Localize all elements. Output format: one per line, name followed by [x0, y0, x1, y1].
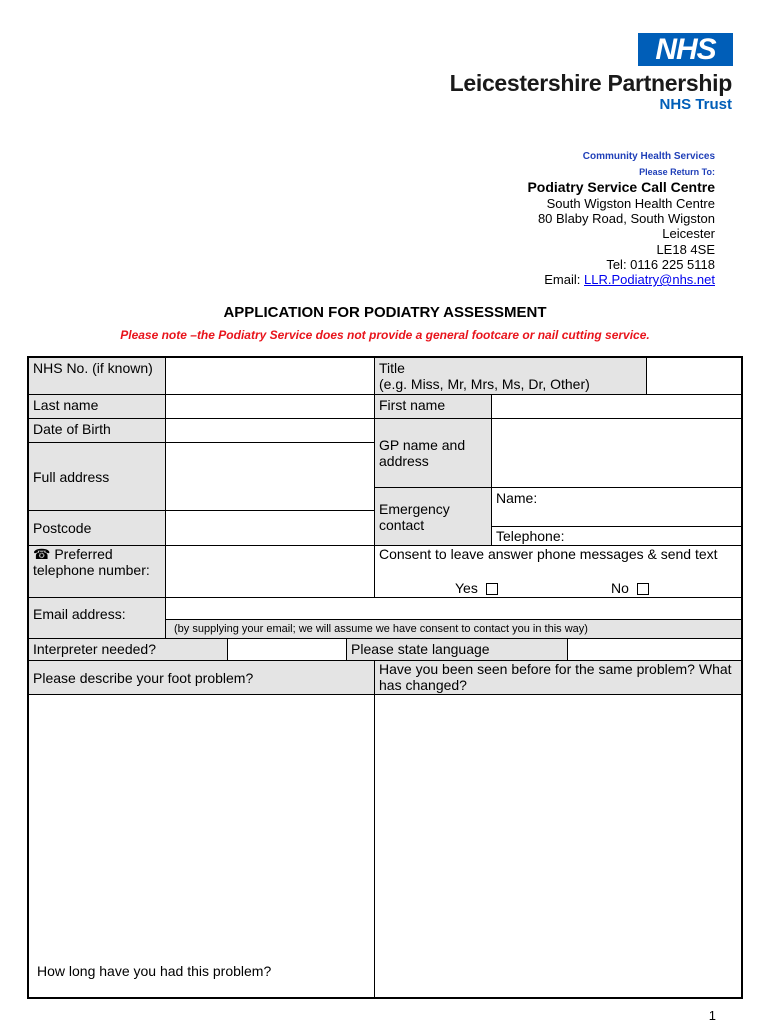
nhs-no-label: NHS No. (if known)	[28, 357, 166, 395]
emergency-name-label: Name:	[496, 490, 538, 506]
how-long-label: How long have you had this problem?	[37, 963, 272, 979]
last-name-field[interactable]	[165, 394, 375, 419]
email-label: Email:	[544, 272, 581, 287]
gp-field[interactable]	[491, 418, 742, 488]
nhs-no-field[interactable]	[165, 357, 375, 395]
email-link[interactable]: LLR.Podiatry@nhs.net	[584, 272, 715, 287]
postcode-label: Postcode	[28, 510, 166, 546]
consent-cell	[374, 545, 742, 598]
foot-problem-field[interactable]	[28, 694, 375, 998]
org-name: Leicestershire Partnership	[449, 70, 732, 96]
interpreter-field[interactable]	[227, 638, 347, 661]
consent-no-label: No	[611, 580, 629, 596]
email-note: (by supplying your email; we will assume we have consent to contact you in this way)	[165, 619, 742, 639]
consent-yes-checkbox[interactable]	[486, 583, 498, 595]
emergency-telephone-label: Telephone:	[496, 528, 565, 544]
seen-before-label: Have you been seen before for the same problem? What has changed?	[374, 660, 742, 695]
nhs-logo: NHS	[638, 33, 733, 66]
consent-no[interactable]	[611, 580, 649, 596]
title-hint: (e.g. Miss, Mr, Mrs, Ms, Dr, Other)	[379, 376, 590, 392]
consent-yes-label: Yes	[455, 580, 478, 596]
language-label: Please state language	[346, 638, 568, 661]
consent-no-checkbox[interactable]	[637, 583, 649, 595]
dob-label: Date of Birth	[28, 418, 166, 443]
interpreter-label: Interpreter needed?	[28, 638, 228, 661]
title-field[interactable]	[646, 357, 742, 395]
preferred-phone-label-cell	[28, 545, 166, 598]
email-label-cell: Email address:	[28, 597, 166, 639]
emergency-contact-label: Emergency contact	[374, 487, 492, 546]
language-field[interactable]	[567, 638, 742, 661]
consent-label: Consent to leave answer phone messages & send text	[379, 546, 718, 562]
address-line2: 80 Blaby Road, South Wigston	[537, 211, 715, 226]
consent-yes[interactable]	[455, 580, 498, 596]
form-note: Please note –the Podiatry Service does not provide a general footcare or nail cutting service.	[120, 328, 650, 342]
emergency-name-field[interactable]	[491, 487, 742, 527]
centre-name: Podiatry Service Call Centre	[527, 179, 715, 195]
postcode-field[interactable]	[165, 510, 375, 546]
title-label: Title	[379, 360, 405, 376]
preferred-phone-field[interactable]	[165, 545, 375, 598]
gp-label: GP name and address	[374, 418, 492, 488]
org-trust: NHS Trust	[659, 96, 732, 113]
address-line3: Leicester	[662, 226, 715, 241]
dob-field[interactable]	[165, 418, 375, 443]
full-address-label: Full address	[28, 442, 166, 511]
preferred-phone-label: Preferred telephone number:	[33, 546, 150, 578]
title-label-cell	[374, 357, 647, 395]
seen-before-field[interactable]	[374, 694, 742, 998]
address-line1: South Wigston Health Centre	[546, 196, 715, 211]
dept-name: Community Health Services	[582, 151, 715, 162]
return-to: Please Return To:	[639, 167, 715, 177]
email-field[interactable]	[165, 597, 742, 620]
form-title: APPLICATION FOR PODIATRY ASSESSMENT	[223, 304, 547, 321]
address-tel: Tel: 0116 225 5118	[606, 257, 715, 272]
first-name-label: First name	[374, 394, 492, 419]
phone-icon: ☎	[33, 546, 51, 562]
first-name-field[interactable]	[491, 394, 742, 419]
address-email	[544, 272, 715, 287]
page-number: 1	[708, 1008, 716, 1023]
emergency-telephone-field[interactable]	[491, 526, 742, 546]
foot-problem-label: Please describe your foot problem?	[28, 660, 375, 695]
address-postcode: LE18 4SE	[656, 242, 715, 257]
last-name-label: Last name	[28, 394, 166, 419]
full-address-field[interactable]	[165, 442, 375, 511]
